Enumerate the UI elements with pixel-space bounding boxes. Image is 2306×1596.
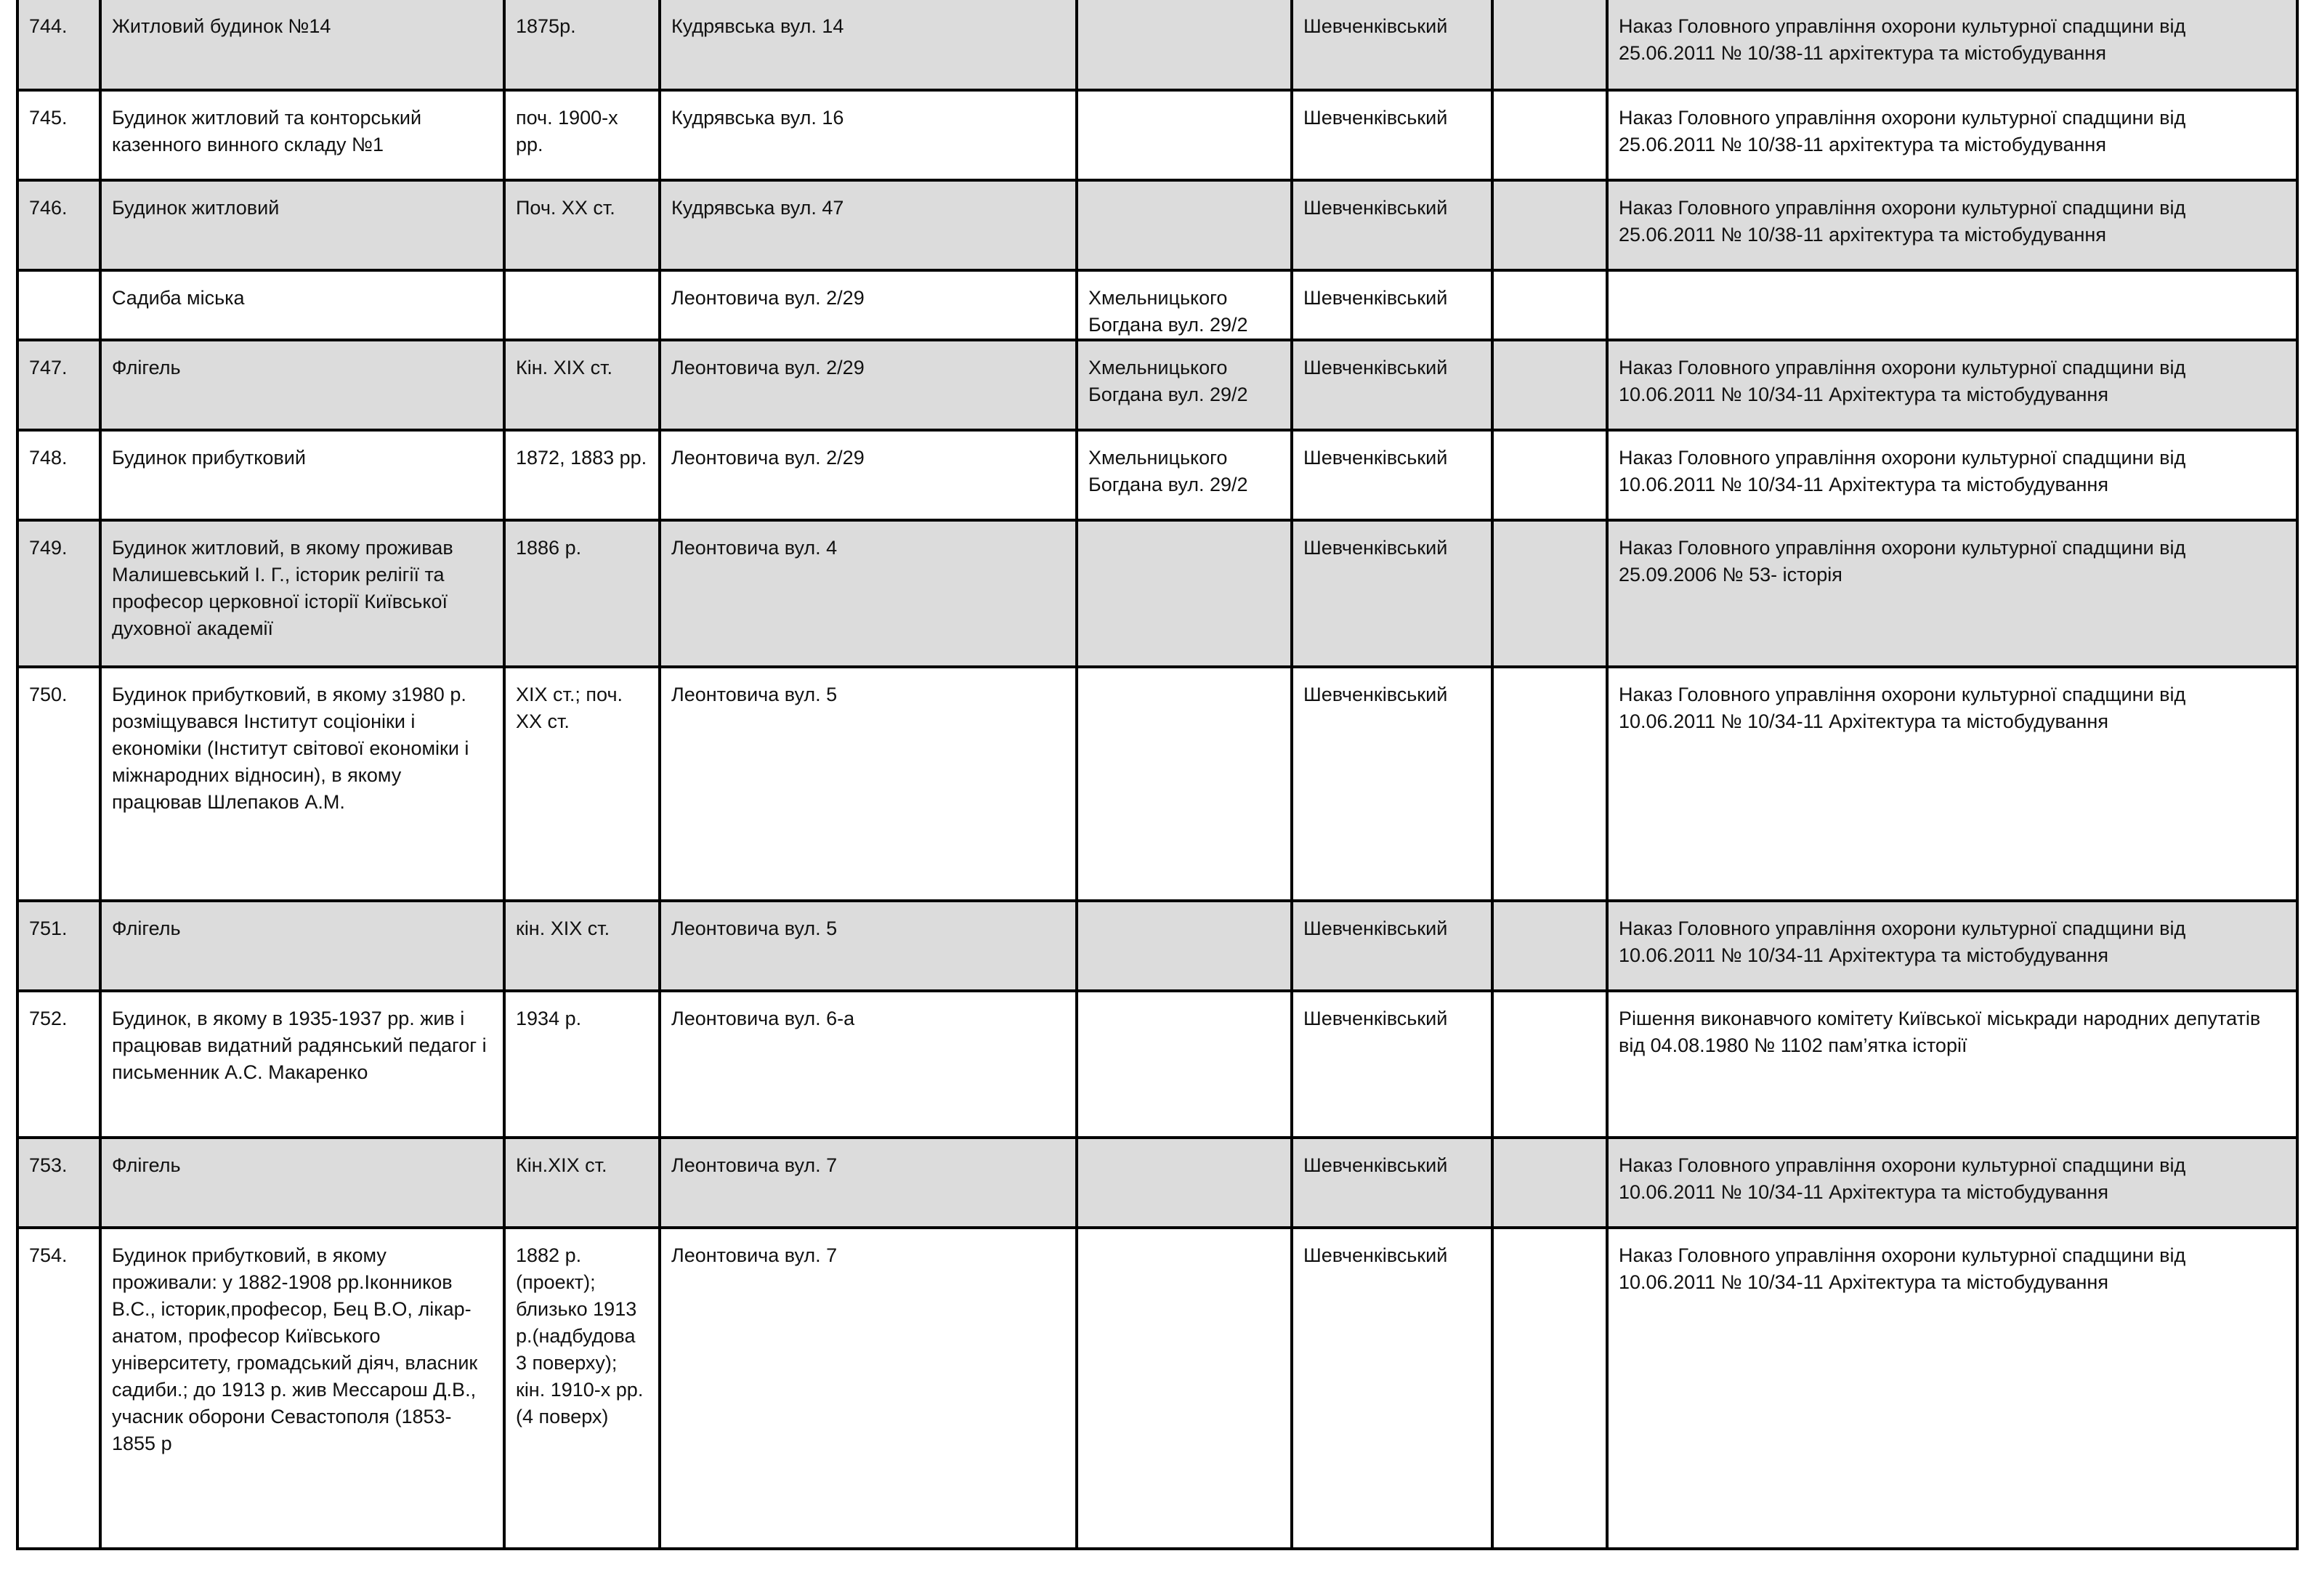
object-district-cell: Шевченківський (1292, 270, 1492, 340)
object-address-cell: Леонтовича вул. 2/29 (660, 270, 1077, 340)
row-number-cell (17, 270, 100, 340)
table-row (17, 180, 2297, 270)
row-number-cell: 747. (17, 340, 100, 430)
object-date-cell (504, 270, 660, 340)
object-date-cell: Кін. ХІХ ст. (504, 340, 660, 430)
object-extra-cell (1492, 1138, 1607, 1228)
object-date-cell: 1872, 1883 рр. (504, 430, 660, 520)
row-number-cell: 748. (17, 430, 100, 520)
object-district-cell: Шевченківський (1292, 991, 1492, 1138)
object-date-cell: 1882 р.(проект); близько 1913 р.(надбудова 3 поверху); кін. 1910-х рр.(4 поверх) (504, 1228, 660, 1549)
object-address-secondary-cell (1077, 991, 1292, 1138)
object-district-cell: Шевченківський (1292, 520, 1492, 667)
object-extra-cell (1492, 90, 1607, 180)
object-name-cell: Будинок прибутковий, в якому проживали: у 1882-1908 рр.Іконников В.С., історик,професор, Бец В.О, лікар-анатом, професор Київського університету, громадський діяч, власник садиби.; до 1913 р. жив Мессарош Д.В., учасник оборони Севастополя (1853-1855 р (100, 1228, 504, 1549)
object-address-cell: Леонтовича вул. 7 (660, 1138, 1077, 1228)
object-address-cell: Леонтовича вул. 7 (660, 1228, 1077, 1549)
object-name-cell: Житловий будинок №14 (100, 0, 504, 90)
object-address-cell: Леонтовича вул. 2/29 (660, 430, 1077, 520)
table-row (17, 667, 2297, 901)
table-row (17, 520, 2297, 667)
object-address-cell: Кудрявська вул. 16 (660, 90, 1077, 180)
object-address-cell: Леонтовича вул. 2/29 (660, 340, 1077, 430)
object-date-cell: поч. 1900-х рр. (504, 90, 660, 180)
protection-document-cell: Наказ Головного управління охорони культурної спадщини від 25.06.2011 № 10/38-11 архітектура та містобудування (1607, 0, 2297, 90)
object-district-cell: Шевченківський (1292, 340, 1492, 430)
object-name-cell: Флігель (100, 1138, 504, 1228)
object-extra-cell (1492, 520, 1607, 667)
object-extra-cell (1492, 0, 1607, 90)
object-district-cell: Шевченківський (1292, 90, 1492, 180)
object-name-cell: Будинок прибутковий (100, 430, 504, 520)
protection-document-cell: Наказ Головного управління охорони культурної спадщини від 10.06.2011 № 10/34-11 Архітектура та містобудування (1607, 1228, 2297, 1549)
object-district-cell: Шевченківський (1292, 430, 1492, 520)
object-name-cell: Будинок житловий (100, 180, 504, 270)
table-row (17, 430, 2297, 520)
object-address-secondary-cell (1077, 0, 1292, 90)
protection-document-cell: Наказ Головного управління охорони культурної спадщини від 10.06.2011 № 10/34-11 Архітектура та містобудування (1607, 1138, 2297, 1228)
object-address-cell: Леонтовича вул. 4 (660, 520, 1077, 667)
object-date-cell: Кін.ХІХ ст. (504, 1138, 660, 1228)
object-extra-cell (1492, 991, 1607, 1138)
object-date-cell: 1934 р. (504, 991, 660, 1138)
row-number-cell: 745. (17, 90, 100, 180)
row-number-cell: 744. (17, 0, 100, 90)
table-row (17, 270, 2297, 340)
protection-document-cell: Наказ Головного управління охорони культурної спадщини від 10.06.2011 № 10/34-11 Архітектура та містобудування (1607, 340, 2297, 430)
object-name-cell: Будинок житловий, в якому проживав Малишевський І. Г., історик релігії та професор церковної історії Київської духовної академії (100, 520, 504, 667)
object-date-cell: 1875р. (504, 0, 660, 90)
row-number-cell: 753. (17, 1138, 100, 1228)
object-extra-cell (1492, 667, 1607, 901)
row-number-cell: 754. (17, 1228, 100, 1549)
object-address-cell: Леонтовича вул. 5 (660, 667, 1077, 901)
protection-document-cell: Рішення виконавчого комітету Київської міськради народних депутатів від 04.08.1980 № 1102 пам’ятка історії (1607, 991, 2297, 1138)
object-address-cell: Леонтовича вул. 5 (660, 901, 1077, 991)
heritage-register-table (16, 0, 2299, 1550)
object-address-secondary-cell (1077, 667, 1292, 901)
object-extra-cell (1492, 1228, 1607, 1549)
table-row (17, 991, 2297, 1138)
object-district-cell: Шевченківський (1292, 667, 1492, 901)
object-extra-cell (1492, 901, 1607, 991)
object-name-cell: Будинок житловий та конторський казенного винного складу №1 (100, 90, 504, 180)
protection-document-cell (1607, 270, 2297, 340)
row-number-cell: 751. (17, 901, 100, 991)
object-name-cell: Флігель (100, 340, 504, 430)
object-address-secondary-cell (1077, 901, 1292, 991)
object-date-cell: 1886 р. (504, 520, 660, 667)
object-address-secondary-cell (1077, 180, 1292, 270)
row-number-cell: 746. (17, 180, 100, 270)
object-address-cell: Кудрявська вул. 47 (660, 180, 1077, 270)
object-district-cell: Шевченківський (1292, 180, 1492, 270)
object-address-secondary-cell: Хмельницького Богдана вул. 29/2 (1077, 340, 1292, 430)
protection-document-cell: Наказ Головного управління охорони культурної спадщини від 10.06.2011 № 10/34-11 Архітектура та містобудування (1607, 430, 2297, 520)
object-district-cell: Шевченківський (1292, 1228, 1492, 1549)
object-address-cell: Леонтовича вул. 6-а (660, 991, 1077, 1138)
table-row (17, 901, 2297, 991)
table-row (17, 1228, 2297, 1549)
table-row (17, 340, 2297, 430)
table-row (17, 1138, 2297, 1228)
object-date-cell: Поч. ХХ ст. (504, 180, 660, 270)
protection-document-cell: Наказ Головного управління охорони культурної спадщини від 25.09.2006 № 53- історія (1607, 520, 2297, 667)
object-address-secondary-cell: Хмельницького Богдана вул. 29/2 (1077, 430, 1292, 520)
protection-document-cell: Наказ Головного управління охорони культурної спадщини від 10.06.2011 № 10/34-11 Архітектура та містобудування (1607, 901, 2297, 991)
object-district-cell: Шевченківський (1292, 901, 1492, 991)
object-address-cell: Кудрявська вул. 14 (660, 0, 1077, 90)
table-row (17, 90, 2297, 180)
object-address-secondary-cell (1077, 1228, 1292, 1549)
table-body (17, 0, 2297, 1549)
object-date-cell: кін. ХІХ ст. (504, 901, 660, 991)
object-district-cell: Шевченківський (1292, 0, 1492, 90)
protection-document-cell: Наказ Головного управління охорони культурної спадщини від 10.06.2011 № 10/34-11 Архітектура та містобудування (1607, 667, 2297, 901)
row-number-cell: 752. (17, 991, 100, 1138)
object-date-cell: ХІХ ст.; поч. ХХ ст. (504, 667, 660, 901)
table-row (17, 0, 2297, 90)
object-name-cell: Будинок, в якому в 1935-1937 рр. жив і працював видатний радянський педагог і письменник А.С. Макаренко (100, 991, 504, 1138)
object-extra-cell (1492, 270, 1607, 340)
object-extra-cell (1492, 180, 1607, 270)
object-address-secondary-cell (1077, 90, 1292, 180)
object-extra-cell (1492, 430, 1607, 520)
row-number-cell: 750. (17, 667, 100, 901)
object-district-cell: Шевченківський (1292, 1138, 1492, 1228)
protection-document-cell: Наказ Головного управління охорони культурної спадщини від 25.06.2011 № 10/38-11 архітектура та містобудування (1607, 90, 2297, 180)
object-name-cell: Будинок прибутковий, в якому з1980 р. розміщувався Інститут соціоніки і економіки (Інститут світової економіки і міжнародних відносин), в якому працював Шлепаков А.М. (100, 667, 504, 901)
object-address-secondary-cell (1077, 1138, 1292, 1228)
row-number-cell: 749. (17, 520, 100, 667)
object-address-secondary-cell (1077, 520, 1292, 667)
object-address-secondary-cell: Хмельницького Богдана вул. 29/2 (1077, 270, 1292, 340)
object-name-cell: Флігель (100, 901, 504, 991)
object-extra-cell (1492, 340, 1607, 430)
object-name-cell: Садиба міська (100, 270, 504, 340)
protection-document-cell: Наказ Головного управління охорони культурної спадщини від 25.06.2011 № 10/38-11 архітектура та містобудування (1607, 180, 2297, 270)
